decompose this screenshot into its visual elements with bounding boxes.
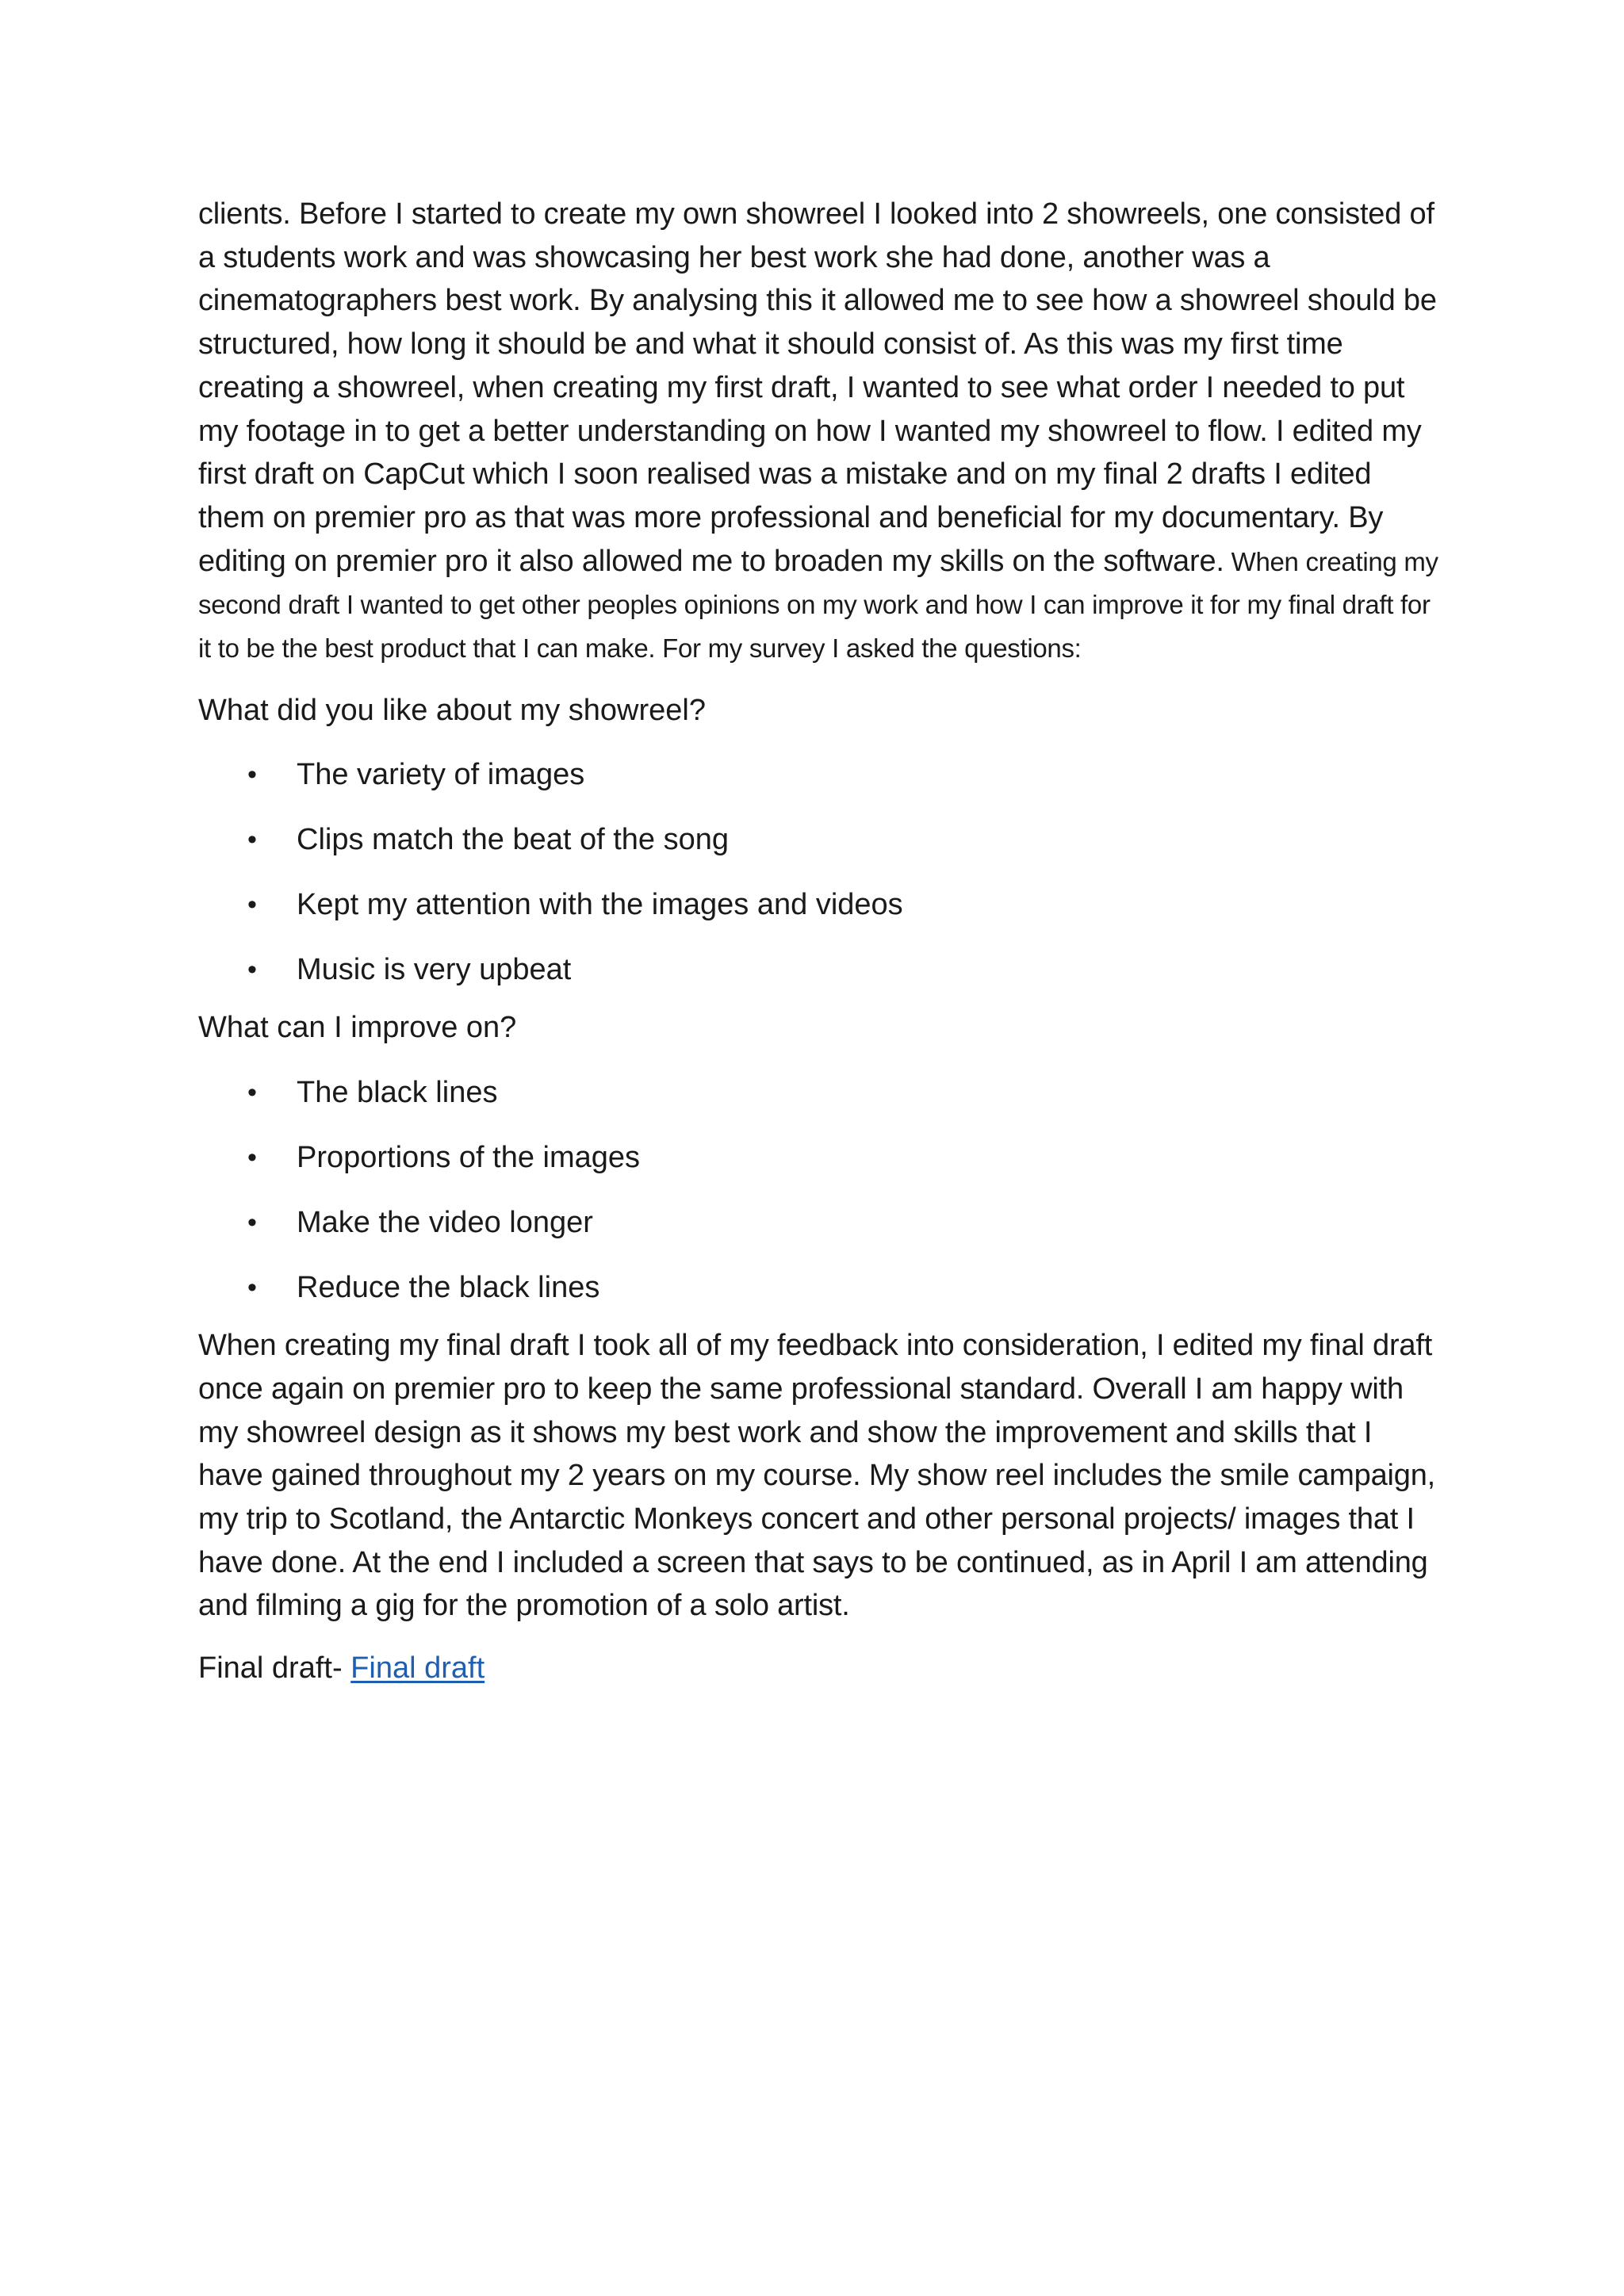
survey-answers-2 bbox=[198, 1071, 1443, 1310]
bullet-icon: • bbox=[247, 1142, 257, 1173]
list-item bbox=[198, 883, 1443, 927]
list-item bbox=[198, 1201, 1443, 1245]
final-draft-link[interactable]: Final draft bbox=[350, 1651, 485, 1686]
intro-paragraph bbox=[198, 193, 1443, 670]
survey-answers-1 bbox=[198, 753, 1443, 992]
list-item bbox=[198, 1136, 1443, 1180]
list-item bbox=[198, 753, 1443, 797]
list-item-text: Kept my attention with the images and videos bbox=[297, 888, 903, 922]
list-item-text: The black lines bbox=[297, 1076, 498, 1110]
bullet-icon: • bbox=[247, 890, 257, 920]
list-item-text: Make the video longer bbox=[297, 1206, 593, 1240]
list-item-text: The variety of images bbox=[297, 758, 585, 792]
list-item bbox=[198, 1071, 1443, 1115]
bullet-icon: • bbox=[247, 825, 257, 855]
intro-small-text: When creating my second draft I wanted to get other peoples opinions on my work and how I can improve it for my final draft for it to be the best product that I can make. For my survey I asked the questions: bbox=[198, 546, 1438, 664]
intro-main-text: clients. Before I started to create my own showreel I looked into 2 showreels, one consisted of a students work and was showcasing her best work she had done, another was a cinematographers best work. By analysing this it allowed me to see how a showreel should be structured, how long it should be and what it should consist of. As this was my first time creating a showreel, when creating my first draft, I wanted to see what order I needed to put my footage in to get a better understanding on how I wanted my showreel to flow. I edited my first draft on CapCut which I soon realised was a mistake and on my final 2 drafts I edited them on premier pro as that was more professional and beneficial for my documentary. By editing on premier pro it also allowed me to broaden my skills on the software. bbox=[198, 197, 1437, 578]
list-item-text: Music is very upbeat bbox=[297, 953, 572, 987]
bullet-icon: • bbox=[247, 1207, 257, 1238]
list-item-text: Proportions of the images bbox=[297, 1141, 641, 1175]
survey-question-1: What did you like about my showreel? bbox=[198, 693, 706, 727]
list-item-text: Reduce the black lines bbox=[297, 1271, 600, 1305]
document-body bbox=[198, 193, 1443, 1690]
final-draft-line bbox=[198, 1647, 1443, 1690]
list-item bbox=[198, 818, 1443, 862]
bullet-icon: • bbox=[247, 760, 257, 790]
bullet-icon: • bbox=[247, 955, 257, 985]
list-item bbox=[198, 948, 1443, 992]
closing-paragraph: When creating my final draft I took all of my feedback into consideration, I edited my final draft once again on premier pro to keep the same professional standard. Overall I am happy with my showreel design as it shows my best work and show the improvement and skills that I have gained throughout my 2 years on my course. My show reel includes the smile campaign, my trip to Scotland, the Antarctic Monkeys concert and other personal projects/ images that I have done. At the end I included a screen that says to be continued, as in April I am attending and filming a gig for the promotion of a solo artist. bbox=[198, 1329, 1435, 1623]
final-draft-label: Final draft- bbox=[198, 1651, 351, 1686]
survey-question-2: What can I improve on? bbox=[198, 1011, 517, 1045]
list-item bbox=[198, 1266, 1443, 1310]
bullet-icon: • bbox=[247, 1272, 257, 1303]
bullet-icon: • bbox=[247, 1077, 257, 1108]
list-item-text: Clips match the beat of the song bbox=[297, 823, 729, 857]
